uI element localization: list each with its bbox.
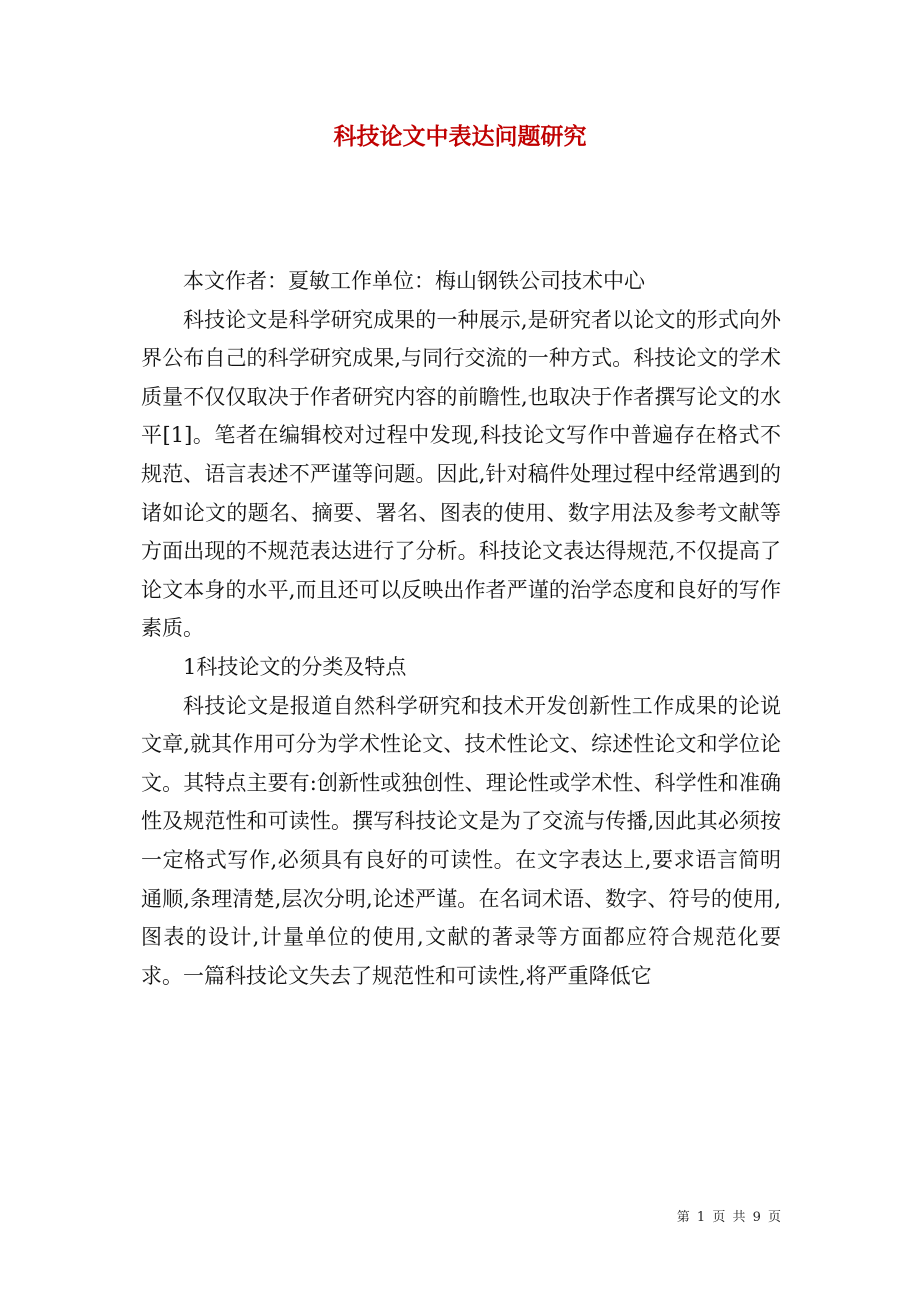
page-number: 第 1 页 共 9 页 bbox=[676, 1210, 781, 1225]
body-paragraph: 科技论文是报道自然科学研究和技术开发创新性工作成果的论说文章,就其作用可分为学术性论文、技术性论文、综述性论文和学位论文。其特点主要有:创新性或独创性、理论性或学术性、科学性和准确性及规范性和可读性。撰写科技论文是为了交流与传播,因此其必须按一定格式写作,必须具有良好的可读性。在文字表达上,要求语言简明通顺,条理清楚,层次分明,论述严谨。在名词术语、数字、符号的使用,图表的设计,计量单位的使用,文献的著录等方面都应符合规范化要求。一篇科技论文失去了规范性和可读性,将严重降低它 bbox=[141, 693, 781, 988]
section-heading: 1科技论文的分类及特点 bbox=[183, 654, 407, 679]
document-title: 科技论文中表达问题研究 bbox=[333, 123, 587, 150]
body-paragraph: 科技论文是科学研究成果的一种展示,是研究者以论文的形式向外界公布自己的科学研究成果,与同行交流的一种方式。科技论文的学术质量不仅仅取决于作者研究内容的前瞻性,也取决于作者撰写论文的水平[1]。笔者在编辑校对过程中发现,科技论文写作中普遍存在格式不规范、语言表述不严谨等问题。因此,针对稿件处理过程中经常遇到的诸如论文的题名、摘要、署名、图表的使用、数字用法及参考文献等方面出现的不规范表达进行了分析。科技论文表达得规范,不仅提高了论文本身的水平,而且还可以反映出作者严谨的治学态度和良好的写作素质。 bbox=[141, 307, 781, 641]
document-body bbox=[141, 262, 781, 995]
author-info: 本文作者：夏敏工作单位：梅山钢铁公司技术中心 bbox=[183, 269, 645, 293]
